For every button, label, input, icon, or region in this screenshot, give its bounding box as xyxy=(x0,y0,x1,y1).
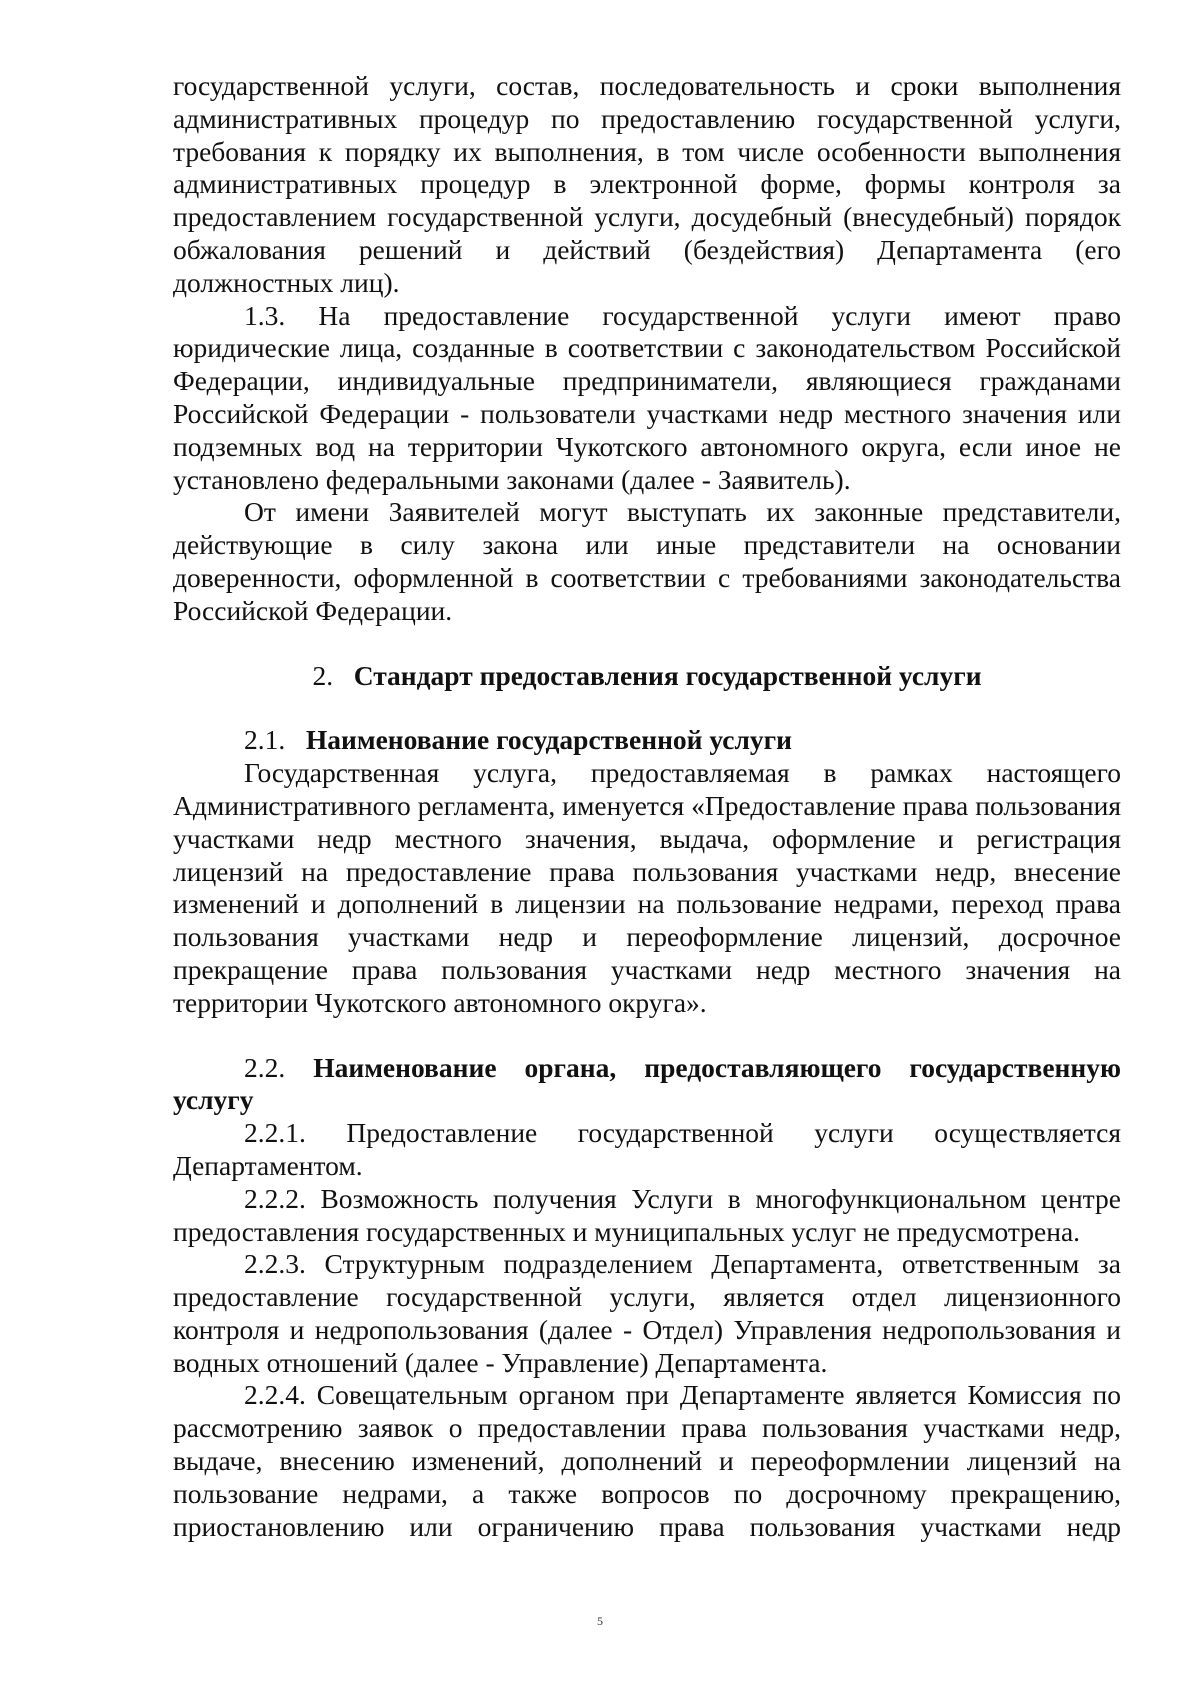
spacer xyxy=(173,692,1121,724)
subsection-2-2-number: 2.2. xyxy=(244,1051,286,1083)
spacer xyxy=(173,628,1121,660)
spacer xyxy=(173,1020,1121,1052)
paragraph-2-2-4: 2.2.4. Совещательным органом при Департаменте является Комиссия по рассмотрению заявок о предоставлении права пользования участками недр, выдаче, внесению изменений, дополнений и переоформлении лицензий на пользование недрами, а также вопросов по досрочному прекращению, приостановлению или ограничению права пользования участками недр xyxy=(173,1379,1121,1542)
subsection-2-1-title: Наименование государственной услуги xyxy=(305,724,792,756)
paragraph-intro: государственной услуги, состав, последовательность и сроки выполнения административных процедур по предоставлению государственной услуги, требования к порядку их выполнения, в том числе особенности выполнения административных процедур в электронной форме, формы контроля за предоставлением государственной услуги, досудебный (внесудебный) порядок обжалования решений и действий (бездействия) Департамента (его должностных лиц). xyxy=(173,70,1121,298)
subsection-2-1-number: 2.1. xyxy=(244,724,286,756)
paragraph-2-1: Государственная услуга, предоставляемая в рамках настоящего Административного регламента, именуется «Предоставление права пользования участками недр местного значения, выдача, оформление и регистрация лицензий на предоставление права пользования участками недр, внесение изменений и дополнений в лицензии на пользование недрами, переход права пользования участками недр и переоформление лицензий, досрочное прекращение права пользования участками недр местного значения на территории Чукотского автономного округа». xyxy=(173,757,1121,1018)
page-number: 5 xyxy=(597,1614,603,1628)
subsection-2-2-title: Наименование органа, предоставляющего государственную услугу xyxy=(173,1051,1122,1116)
paragraph-2-2-1: 2.2.1. Предоставление государственной услуги осуществляется Департаментом. xyxy=(173,1117,1121,1181)
paragraph-2-2-2: 2.2.2. Возможность получения Услуги в многофункциональном центре предоставления государственных и муниципальных услуг не предусмотрена. xyxy=(173,1182,1121,1247)
subsection-2-1-heading xyxy=(173,724,1121,757)
subsection-2-2-heading xyxy=(173,1052,1121,1118)
paragraph-2-2-3: 2.2.3. Структурным подразделением Департамента, ответственным за предоставление государственной услуги, является отдел лицензионного контроля и недропользования (далее - Отдел) Управления недропользования и водных отношений (далее - Управление) Департамента. xyxy=(173,1248,1121,1378)
paragraph-1-3: 1.3. На предоставление государственной услуги имеют право юридические лица, созданные в соответствии с законодательством Российской Федерации, индивидуальные предприниматели, являющиеся гражданами Российской Федерации - пользователи участками недр местного значения или подземных вод на территории Чукотского автономного округа, если иное не установлено федеральными законами (далее - Заявитель). xyxy=(173,299,1121,495)
section-2-title: Стандарт предоставления государственной услуги xyxy=(353,659,982,691)
section-2-heading xyxy=(173,660,1121,693)
paragraph-1-3-representatives: От имени Заявителей могут выступать их законные представители, действующие в силу закона или иные представители на основании доверенности, оформленной в соответствии с требованиями законодательства Российской Федерации. xyxy=(173,496,1121,626)
document-body xyxy=(173,70,1121,1543)
section-2-number: 2. xyxy=(312,659,334,691)
